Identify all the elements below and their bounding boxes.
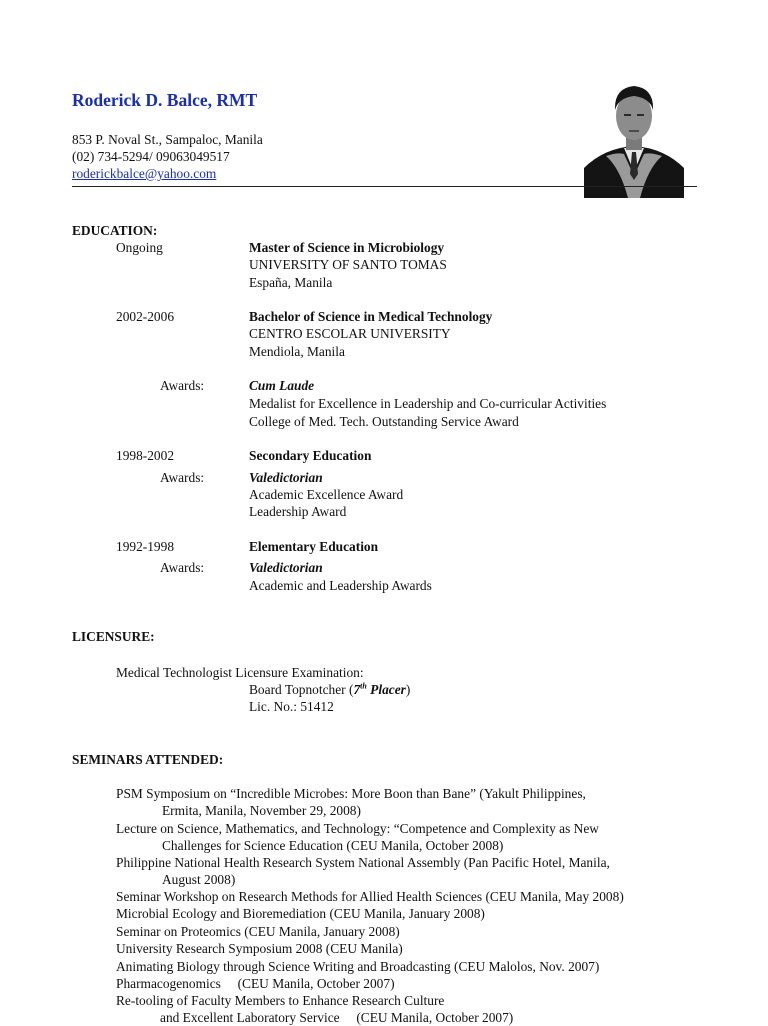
awards-label: Awards: (160, 378, 205, 393)
phone: (02) 734-5294/ 09063049517 (72, 149, 230, 164)
edu-degree: Elementary Education (249, 539, 379, 554)
placer-sup: th (360, 681, 367, 691)
seminar-item: PSM Symposium on “Incredible Microbes: More Boon than Bane” (Yakult Philippines, (116, 786, 586, 801)
edu-location: Mendiola, Manila (249, 344, 345, 359)
seminar-item: Seminar on Proteomics (CEU Manila, January 2008) (116, 924, 400, 939)
seminar-item-cont: and Excellent Laboratory Service (CEU Manila, October 2007) (160, 1010, 514, 1025)
edu-year: 2002-2006 (116, 309, 175, 324)
award-item: Valedictorian (249, 470, 323, 485)
edu-year: 1992-1998 (116, 539, 175, 554)
seminar-item-cont: Challenges for Science Education (CEU Manila, October 2008) (162, 838, 504, 853)
licensure-exam: Medical Technologist Licensure Examination: (116, 665, 364, 680)
award-item: Valedictorian (249, 560, 323, 575)
resume-name: Roderick D. Balce, RMT (72, 90, 258, 110)
topnotcher-prefix: Board Topnotcher ( (249, 682, 354, 697)
license-number: Lic. No.: 51412 (249, 699, 334, 714)
placer-num: 7 (353, 682, 361, 697)
edu-location: España, Manila (249, 275, 333, 290)
edu-degree: Master of Science in Microbiology (249, 240, 445, 255)
topnotcher-suffix: ) (405, 682, 411, 697)
seminars-heading: SEMINARS ATTENDED: (72, 752, 224, 767)
edu-degree: Secondary Education (249, 448, 372, 463)
award-item: Leadership Award (249, 504, 347, 519)
edu-year: Ongoing (116, 240, 163, 255)
seminar-item: Animating Biology through Science Writing and Broadcasting (CEU Malolos, Nov. 2007) (116, 959, 600, 974)
seminar-item: Re-tooling of Faculty Members to Enhance Research Culture (116, 993, 445, 1008)
address: 853 P. Noval St., Sampaloc, Manila (72, 132, 263, 147)
seminar-item-cont: August 2008) (162, 872, 236, 887)
awards-label: Awards: (160, 470, 205, 485)
edu-school: UNIVERSITY OF SANTO TOMAS (249, 257, 447, 272)
licensure-heading: LICENSURE: (72, 629, 155, 644)
email-link[interactable]: roderickbalce@yahoo.com (72, 166, 217, 181)
awards-label: Awards: (160, 560, 205, 575)
placer-word: Placer (370, 682, 406, 697)
edu-degree: Bachelor of Science in Medical Technology (249, 309, 493, 324)
award-item: Medalist for Excellence in Leadership and Co-curricular Activities (249, 396, 607, 411)
award-item: Academic and Leadership Awards (249, 578, 432, 593)
seminar-item: Pharmacogenomics (CEU Manila, October 2007) (116, 976, 395, 991)
seminar-item-cont: Ermita, Manila, November 29, 2008) (162, 803, 361, 818)
seminar-item: University Research Symposium 2008 (CEU Manila) (116, 941, 403, 956)
education-heading: EDUCATION: (72, 223, 158, 238)
award-item: Academic Excellence Award (249, 487, 404, 502)
seminar-item: Microbial Ecology and Bioremediation (CEU Manila, January 2008) (116, 906, 485, 921)
seminar-item: Philippine National Health Research System National Assembly (Pan Pacific Hotel, Manila, (116, 855, 610, 870)
award-item: College of Med. Tech. Outstanding Service Award (249, 414, 519, 429)
board-topnotcher (249, 681, 410, 698)
profile-photo (584, 76, 684, 198)
seminar-item: Lecture on Science, Mathematics, and Technology: “Competence and Complexity as New (116, 821, 599, 836)
edu-year: 1998-2002 (116, 448, 175, 463)
seminar-item: Seminar Workshop on Research Methods for Allied Health Sciences (CEU Manila, May 2008) (116, 889, 624, 904)
award-item: Cum Laude (249, 378, 315, 393)
header-divider (72, 186, 697, 187)
edu-school: CENTRO ESCOLAR UNIVERSITY (249, 326, 451, 341)
